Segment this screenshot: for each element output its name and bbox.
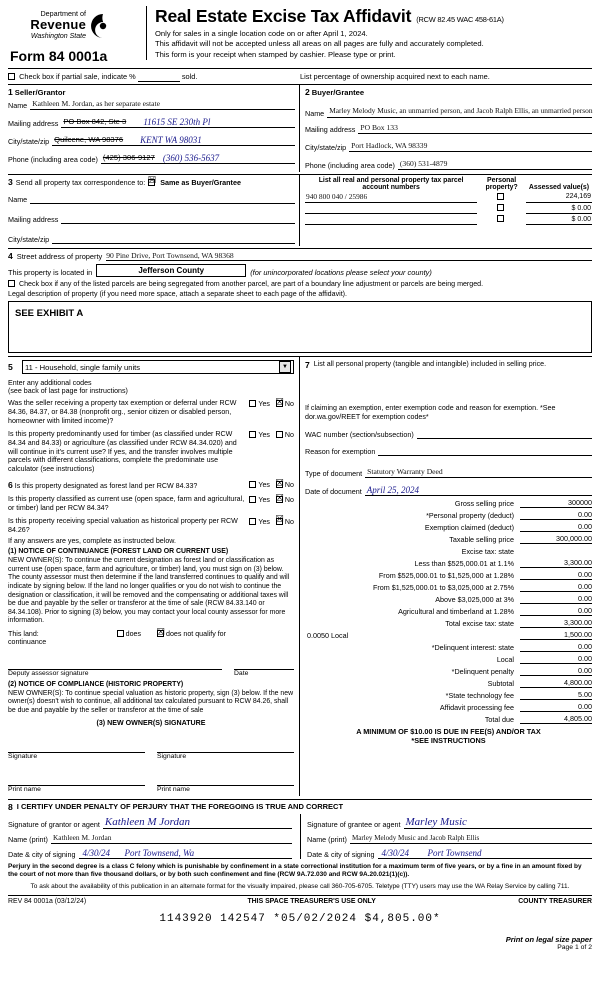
header-line-1: Only for sales in a single location code on or after April 1, 2024. xyxy=(155,29,368,38)
grantor-date-label: Date & city of signing xyxy=(8,849,76,859)
parties-section xyxy=(8,84,592,172)
county-note: (for unincorporated locations please select your county) xyxy=(250,268,432,278)
sec5-q2-answers[interactable]: Yes No xyxy=(249,430,294,474)
title-statute-ref: (RCW 82.45 WAC 458-61A) xyxy=(416,15,504,24)
personal-col-header: Personal property? xyxy=(485,177,518,192)
assessor-signature-input[interactable] xyxy=(8,658,222,670)
page-number: Page 1 of 2 xyxy=(557,943,592,951)
buyer-city-input[interactable]: Port Hadlock, WA 98339 xyxy=(349,140,592,152)
ada-note: To ask about the availability of this publication in an alternate format for the visually impaired, please call 360-705-6705. Teletype (TTY) users may use the WA Relay Service by calling 711. xyxy=(30,883,570,891)
same-as-buyer-label: Same as Buyer/Grantee xyxy=(160,177,241,187)
new-owner-printname-input-2[interactable] xyxy=(157,774,294,786)
section-4 xyxy=(8,248,592,353)
grantor-certification xyxy=(8,814,300,859)
section-3 xyxy=(8,174,592,246)
table-row xyxy=(305,203,592,214)
street-address-label: Street address of property xyxy=(16,252,103,262)
amount-label: *State technology fee xyxy=(445,690,514,700)
form-number: Form 84 0001a xyxy=(10,48,108,65)
seller-phone-input[interactable]: (425) 306-9127 (360) 536-5637 xyxy=(101,152,295,164)
sec7-label: List all personal property (tangible and intangible) included in selling price. xyxy=(313,360,547,369)
header-divider xyxy=(8,68,592,69)
buyer-name-input[interactable]: Marley Melody Music, an unmarried person, and Jacob Ralph Ellis, an unmarried person xyxy=(327,98,592,118)
sec6-q3-answers[interactable]: Yes ☒ No xyxy=(249,517,294,535)
revenue-logo-icon xyxy=(90,13,116,39)
assessor-date-input[interactable] xyxy=(234,658,294,670)
amount-value[interactable]: 0.00 xyxy=(520,702,592,712)
assessed-value: 224,169 xyxy=(565,193,591,201)
sec3-number: 3 xyxy=(8,177,13,188)
grantee-print-input[interactable]: Marley Melody Music and Jacob Ralph Ellis xyxy=(350,832,592,844)
located-in-label: This property is located in xyxy=(8,268,93,278)
grantee-certification xyxy=(300,814,592,859)
amount-label: *Delinquent penalty xyxy=(451,666,514,676)
amount-value[interactable]: 0.00 xyxy=(520,510,592,520)
wac-number-label: WAC number (section/subsection) xyxy=(305,429,414,439)
revision-number: REV 84 0001a (03/12/24) xyxy=(8,897,87,905)
sec6-q3-no-checkbox[interactable] xyxy=(276,518,283,525)
sec5-q1-yes-checkbox[interactable] xyxy=(249,400,256,407)
sec3-label: Send all property tax correspondence to: xyxy=(15,177,146,187)
new-owner-signature-title: (3) NEW OWNER(S) SIGNATURE xyxy=(96,718,206,727)
sec6-q1-answers[interactable]: Yes ☒ No xyxy=(249,480,294,491)
grantee-sig-label: Signature of grantee or agent xyxy=(307,819,401,829)
sec3-mailing-input[interactable] xyxy=(61,212,295,224)
amount-value[interactable]: 0.00 xyxy=(520,606,592,616)
amount-label: Subtotal xyxy=(487,678,514,688)
amount-value[interactable]: 1,500.00 xyxy=(520,630,592,640)
buyer-section-number: 2 xyxy=(305,87,310,98)
amount-label: 0.0050 Local xyxy=(307,630,349,640)
partial-sale-checkbox[interactable] xyxy=(8,73,15,80)
sec6-if-any-note: If any answers are yes, complete as instructed below. xyxy=(8,537,176,546)
land-use-code-value: 11 - Household, single family units xyxy=(25,362,141,372)
partial-sale-checkbox-group[interactable] xyxy=(8,72,197,82)
personal-property-input[interactable] xyxy=(305,370,592,404)
chevron-down-icon[interactable]: ▼ xyxy=(279,361,291,373)
seller-city-input[interactable]: Quilcene, WA 98376 KENT WA 98031 xyxy=(52,134,295,146)
notice-compliance: (2) NOTICE OF COMPLIANCE (HISTORIC PROPERTY) NEW OWNER(S): To continue special valuation as historic property, sign (3) below. If the new owner(s) doesn't wish to continue, all additional tax calculated pursuant to RCW 84.26, shall be due and payable by the seller or transferor at the time of sale xyxy=(8,681,294,714)
sec8-number: 8 xyxy=(8,801,13,812)
grantee-date-label: Date & city of signing xyxy=(307,849,375,859)
grantor-print-input[interactable]: Kathleen M. Jordan xyxy=(51,832,292,844)
land-use-code-select[interactable] xyxy=(22,360,294,374)
sec6-q1-no-checkbox[interactable] xyxy=(276,481,283,488)
buyer-name-label: Name xyxy=(305,109,325,119)
amount-label: From $1,525,000.01 to $3,025,000 at 2.75% xyxy=(372,582,514,592)
sec6-question-2: Is this property classified as current use (open space, farm and agricultural, or timber) land per RCW 84.34? Yes ☒ No xyxy=(8,495,294,513)
sec6-question-3: Is this property receiving special valuation as historical property per RCW 84.26? Yes ☒ No xyxy=(8,517,294,535)
legal-description-box[interactable] xyxy=(8,301,592,353)
see-instructions-note: *SEE INSTRUCTIONS xyxy=(411,735,486,745)
print-note: Print on legal size paper xyxy=(505,934,592,944)
personal-property-checkbox[interactable] xyxy=(497,215,504,222)
parcel-table xyxy=(305,177,592,225)
extra-codes-note: (see back of last page for instructions) xyxy=(8,387,128,396)
sec6-q2-no-checkbox[interactable] xyxy=(276,496,283,503)
buyer-mailing-label: Mailing address xyxy=(305,125,356,135)
partial-sale-row xyxy=(8,72,592,82)
assessor-date-label: Date xyxy=(234,670,249,678)
seller-section-number: 1 xyxy=(8,87,13,98)
sec6-question-1: 6 Is this property designated as forest land per RCW 84.33? Yes ☒ No xyxy=(8,480,294,491)
header-line-3: This form is your receipt when stamped by cashier. Please type or print. xyxy=(155,49,396,59)
buyer-section-title: Buyer/Grantee xyxy=(311,88,365,98)
new-owner-printname-input-1[interactable] xyxy=(8,774,145,786)
partial-sale-label: Check box if partial sale, indicate % xyxy=(19,72,136,82)
street-address-value: 90 Pine Drive, Port Townsend, WA 98368 xyxy=(106,251,234,261)
right-column xyxy=(300,357,592,795)
buyer-phone-input[interactable]: (360) 531-4879 xyxy=(398,158,592,170)
sec6-q1-yes-checkbox[interactable] xyxy=(249,481,256,488)
reason-exemption-label: Reason for exemption xyxy=(305,446,376,456)
new-owner-signature-input-1[interactable] xyxy=(8,741,145,753)
assessed-value: $ 0.00 xyxy=(571,215,591,223)
amount-label: *Delinquent interest: state xyxy=(431,642,514,652)
seller-city-label: City/state/zip xyxy=(8,137,50,147)
amount-value[interactable]: 4,800.00 xyxy=(520,678,592,688)
section-8-certification xyxy=(8,799,592,892)
amount-value[interactable]: 0.00 xyxy=(520,642,592,652)
notice-continuance: (1) NOTICE OF CONTINUANCE (FOREST LAND OR CURRENT USE) NEW OWNER(S): To continue the current designation as forest land or classification as current use (open space, farm and agriculture, or timber) land, you must sign on (3) below. The county assessor must then determine if the land transferred continues to qualify and will indicate by signing below. If the land no longer qualifies or you do not wish to continue the designation or classification, it will be removed and the compensating or additional taxes will be due and payable by the seller or transferor at the time of sale (RCW 84.33.140 or 84.34.108). Prior to signing (3) below, you may contact your local county assessor for more information. xyxy=(8,548,290,625)
seller-mailing-input[interactable]: PO Box 842, Ste 3 11615 SE 230th Pl xyxy=(61,116,295,128)
assessed-value: $ 0.00 xyxy=(571,204,591,212)
doc-date-label: Date of document xyxy=(305,486,362,496)
amount-label: Taxable selling price xyxy=(449,534,514,544)
tax-correspondence-block xyxy=(8,175,300,246)
amount-label: Less than $525,000.01 at 1.1% xyxy=(414,558,514,568)
extra-codes-label: Enter any additional codes xyxy=(8,379,92,388)
this-land-label: This land: xyxy=(8,630,39,639)
sec6-q2-answers[interactable]: Yes ☒ No xyxy=(249,495,294,513)
treasurer-stamp: 1143920 142547 *05/02/2024 $4,805.00* xyxy=(159,912,441,925)
minimum-due-note: A MINIMUM OF $10.00 IS DUE IN FEE(S) AND/OR TAX xyxy=(356,726,541,736)
title-block xyxy=(146,6,592,60)
buyer-block xyxy=(300,85,592,172)
sec3-city-label: City/state/zip xyxy=(8,235,50,245)
amount-label: Agricultural and timberland at 1.28% xyxy=(398,606,514,616)
amount-value[interactable]: 300,000.00 xyxy=(520,534,592,544)
sec5-q1-answers[interactable]: Yes ☒ No xyxy=(249,399,294,426)
agency-state: Washington State xyxy=(30,33,86,41)
tax-calculation-list xyxy=(305,498,592,724)
amount-value[interactable]: 0.00 xyxy=(520,594,592,604)
new-owner-printname-row: Print name Print name xyxy=(8,774,294,793)
seller-block xyxy=(8,85,300,172)
seller-section-title: Seller/Grantor xyxy=(14,88,66,98)
agency-dept-label: Department of xyxy=(40,9,86,18)
amount-label: Local xyxy=(496,654,514,664)
amount-value[interactable]: 5.00 xyxy=(520,690,592,700)
amount-label: Gross selling price xyxy=(454,498,514,508)
personal-property-checkbox[interactable] xyxy=(497,204,504,211)
left-column xyxy=(8,357,300,795)
legal-description-text: SEE EXHIBIT A xyxy=(15,308,84,320)
amount-value[interactable]: 0.00 xyxy=(520,582,592,592)
segregated-checkbox[interactable] xyxy=(8,280,15,287)
segregated-row[interactable] xyxy=(8,280,592,288)
document-title: Real Estate Excise Tax Affidavit xyxy=(155,6,412,26)
sec6-q3-yes-checkbox[interactable] xyxy=(249,518,256,525)
document-header xyxy=(8,6,592,64)
amount-label: Total excise tax: state xyxy=(445,618,514,628)
sec3-city-input[interactable] xyxy=(52,232,295,244)
grantor-signature-input[interactable]: Kathleen M Jordan xyxy=(103,815,292,829)
grantor-sig-label: Signature of grantor or agent xyxy=(8,819,100,829)
amount-value[interactable]: 300000 xyxy=(520,498,592,508)
sec5-q2-no-checkbox[interactable] xyxy=(276,431,283,438)
amount-value[interactable]: 4,805.00 xyxy=(520,714,592,724)
sec7-number: 7 xyxy=(305,360,310,371)
amount-label: *Personal property (deduct) xyxy=(426,510,514,520)
grantee-print-label: Name (print) xyxy=(307,834,347,844)
wac-number-input[interactable] xyxy=(417,427,592,439)
parcel-value: 940 800 040 / 25986 xyxy=(306,192,368,202)
seller-phone-label: Phone (including area code) xyxy=(8,155,98,165)
table-row xyxy=(305,191,592,203)
county-treasurer-label: COUNTY TREASURER xyxy=(518,897,592,905)
amount-value[interactable]: 3,300.00 xyxy=(520,618,592,628)
sec3-name-input[interactable] xyxy=(30,192,295,204)
sec3-name-label: Name xyxy=(8,195,28,205)
legal-desc-label: Legal description of property (if you need more space, attach a separate sheet to each page of the affidavit). xyxy=(8,290,348,299)
amount-value[interactable]: 0.00 xyxy=(520,522,592,532)
parcel-table-block xyxy=(300,175,592,246)
buyer-city-label: City/state/zip xyxy=(305,143,347,153)
amount-value[interactable]: 0.00 xyxy=(520,666,592,676)
table-row xyxy=(305,214,592,225)
does-qualify-checkbox[interactable] xyxy=(117,630,124,637)
county-select[interactable]: Jefferson County xyxy=(96,264,246,277)
amount-value[interactable]: 0.00 xyxy=(520,654,592,664)
agency-name: Revenue xyxy=(30,17,86,33)
personal-property-checkbox[interactable] xyxy=(497,193,504,200)
segregated-label: Check box if any of the listed parcels are being segregated from another parcel, are part of a boundary line adjustment or parcels are being merged. xyxy=(18,280,484,289)
doc-type-input[interactable]: Statutory Warranty Deed xyxy=(365,466,592,478)
doc-date-input[interactable]: April 25, 2024 xyxy=(365,484,592,496)
amount-label: Affidavit processing fee xyxy=(439,702,514,712)
assessor-signature-label: Deputy assessor signature xyxy=(8,670,89,678)
perjury-note: Perjury in the second degree is a class C felony which is punishable by confinement in a state correctional institution for a maximum term of five years, or by a fine in an amount fixed by the court of not more than five thousand dollars, or by both such confinement and fine (RCW 9A.72.030 and RCW 9A.20.021(1)(c)). xyxy=(8,862,582,878)
sec5-question-1: Was the seller receiving a property tax exemption or deferral under RCW 84.36, 84.37, or 84.38 (nonprofit org., senior citizen or disabled person, homeowner with limited income)? Yes ☒ No xyxy=(8,399,294,426)
grantee-signature-input[interactable]: Marley Music xyxy=(404,815,592,829)
sections-5-6-7 xyxy=(8,356,592,795)
new-owner-signature-row: Signature Signature xyxy=(8,741,294,760)
sec5-q2-yes-checkbox[interactable] xyxy=(249,431,256,438)
reason-exemption-input[interactable] xyxy=(378,444,592,456)
buyer-phone-label: Phone (including area code) xyxy=(305,161,395,171)
amount-label: Above $3,025,000 at 3% xyxy=(435,594,514,604)
same-as-buyer-checkbox[interactable] xyxy=(148,179,155,186)
assessor-signature-row xyxy=(8,658,294,677)
header-line-2: This affidavit will not be accepted unless all areas on all pages are fully and accurately completed. xyxy=(155,39,484,49)
parcel-col-header: List all real and personal property tax parcel account numbers xyxy=(318,177,464,192)
buyer-mailing-input[interactable]: PO Box 133 xyxy=(358,122,592,134)
agency-block xyxy=(8,6,140,64)
continuance-label: continuance xyxy=(8,638,47,647)
amount-label: Excise tax: state xyxy=(461,546,514,556)
amount-label: Total due xyxy=(484,714,514,724)
treasurer-space-label: THIS SPACE TREASURER'S USE ONLY xyxy=(247,897,376,905)
doc-type-label: Type of document xyxy=(305,468,363,478)
sec8-title: I CERTIFY UNDER PENALTY OF PERJURY THAT THE FOREGOING IS TRUE AND CORRECT xyxy=(16,801,344,811)
sec5-q1-no-checkbox[interactable] xyxy=(276,400,283,407)
amount-label: Exemption claimed (deduct) xyxy=(424,522,514,532)
seller-mailing-label: Mailing address xyxy=(8,119,59,129)
land-qualifies-row[interactable]: This land: continuance does ☒ does not qualify for xyxy=(8,630,294,646)
grantor-print-label: Name (print) xyxy=(8,834,48,844)
sec3-mailing-label: Mailing address xyxy=(8,215,59,225)
exemption-note: If claiming an exemption, enter exemption code and reason for exemption. *See dor.wa.gov/REET for exemption codes* xyxy=(305,404,556,422)
new-owner-signature-input-2[interactable] xyxy=(157,741,294,753)
amount-label: From $525,000.01 to $1,525,000 at 1.28% xyxy=(378,570,514,580)
amount-value[interactable]: 0.00 xyxy=(520,570,592,580)
sec4-number: 4 xyxy=(8,251,13,262)
sec5-number: 5 xyxy=(8,362,13,373)
assessed-col-header: Assessed value(s) xyxy=(528,184,590,192)
sec6-q2-yes-checkbox[interactable] xyxy=(249,496,256,503)
partial-sale-sold-label: sold. xyxy=(181,72,198,82)
grantee-date-input[interactable]: 4/30/24 Port Townsend xyxy=(378,847,592,859)
grantor-date-input[interactable]: 4/30/24 Port Townsend, Wa xyxy=(79,847,292,859)
footer-row xyxy=(8,895,592,905)
partial-sale-note: List percentage of ownership acquired next to each name. xyxy=(300,72,490,82)
seller-name-label: Name xyxy=(8,101,28,111)
sec5-question-2: Is this property predominantly used for timber (as classified under RCW 84.34 and 84.33) or agriculture (as classified under RCW 84.34.020) and will continue in it's current use? If yes, and the transfer involves multiple parcels with different classifications, complete the predominate use calculator (see instructions) Yes No xyxy=(8,429,294,474)
amount-value[interactable]: 3,300.00 xyxy=(520,558,592,568)
does-not-qualify-checkbox[interactable] xyxy=(157,630,164,637)
seller-name-input[interactable]: Kathleen M. Jordan, as her separate estate xyxy=(30,98,295,110)
